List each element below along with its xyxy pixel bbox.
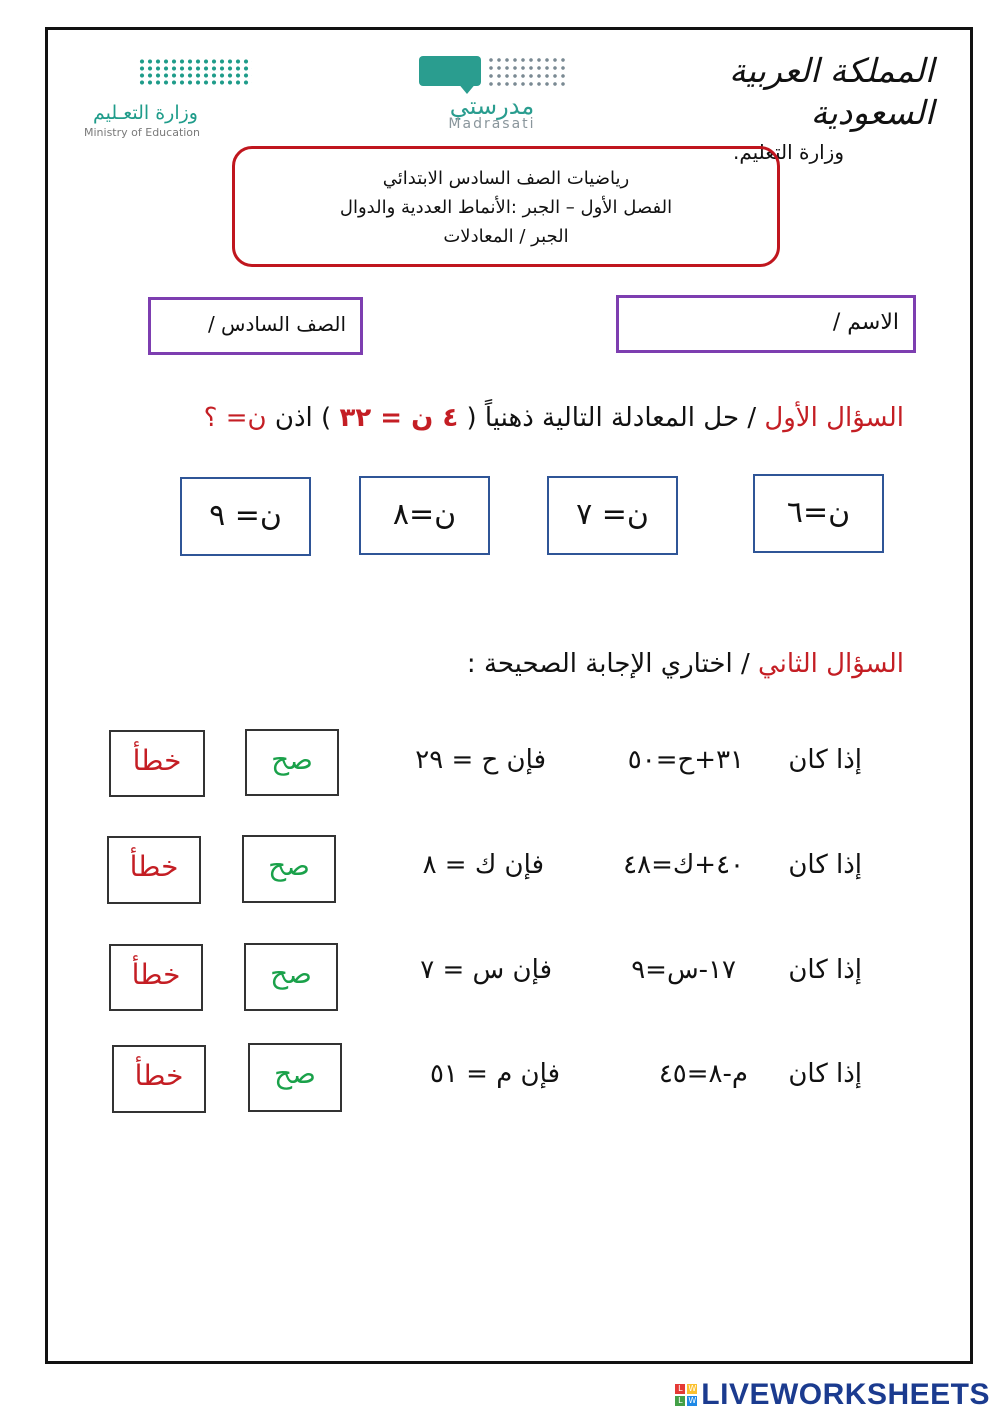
ministry-english: Ministry of Education [84, 126, 201, 139]
question-2-text: / اختاري الإجابة الصحيحة : [466, 649, 750, 679]
true-button[interactable]: صح [244, 943, 338, 1011]
true-button[interactable]: صح [248, 1043, 342, 1112]
false-button[interactable]: خطأ [112, 1045, 206, 1113]
liveworksheets-logo[interactable] [675, 1378, 990, 1412]
question-2-label: السؤال الثاني [758, 649, 904, 679]
kingdom-calligraphy: المملكة العربية السعودية [729, 51, 934, 132]
ministry-arabic: وزارة التعـليم [92, 102, 198, 124]
name-label: الاسم / [832, 310, 899, 335]
ministry-logo [84, 58, 254, 139]
question-1-text-after: ) اذن [274, 403, 332, 433]
question-1-text: / حل المعادلة التالية ذهنياً ( [466, 403, 757, 433]
statement-equation: م-٨=٤٥ [658, 1059, 748, 1089]
statement-claim: فإن ك = ٨ [422, 850, 544, 880]
title-line-1: رياضيات الصف السادس الابتدائي [382, 168, 630, 189]
statement-if: إذا كان [788, 850, 862, 880]
statement-claim: فإن س = ٧ [420, 955, 552, 985]
statement-equation: ٣١+ح=٥٠ [627, 745, 744, 775]
true-button[interactable]: صح [245, 729, 339, 796]
statement-equation: ١٧-س=٩ [631, 955, 736, 985]
ministry-dots-icon [138, 58, 252, 86]
liveworksheets-badge-icon: L W L W [675, 1384, 697, 1406]
grade-field[interactable] [148, 297, 363, 355]
statement-if: إذا كان [788, 1059, 862, 1089]
statement-equation: ٤٠+ك=٤٨ [623, 850, 744, 880]
title-line-3: الجبر / المعادلات [443, 226, 569, 247]
option-n-9[interactable]: ن= ٩ [180, 477, 311, 556]
name-field[interactable] [616, 295, 916, 353]
false-button[interactable]: خطأ [109, 730, 205, 797]
false-button[interactable]: خطأ [109, 944, 203, 1011]
worksheet-title-box [232, 146, 780, 267]
true-button[interactable]: صح [242, 835, 336, 903]
option-n-6[interactable]: ن=٦ [753, 474, 884, 553]
title-line-2: الفصل الأول – الجبر :الأنماط العددية والدوال [339, 197, 673, 218]
statement-claim: فإن ح = ٢٩ [415, 745, 546, 775]
statement-claim: فإن م = ٥١ [429, 1059, 560, 1089]
question-1-label: السؤال الأول [764, 403, 904, 433]
grade-label: الصف السادس / [207, 312, 346, 336]
false-button[interactable]: خطأ [107, 836, 201, 904]
question-1 [204, 403, 904, 433]
statement-if: إذا كان [788, 745, 862, 775]
question-2 [467, 649, 904, 679]
option-n-7[interactable]: ن= ٧ [547, 476, 678, 555]
madrasati-logo [412, 54, 572, 132]
madrasati-icon [417, 54, 567, 96]
question-1-equation: ٤ ن = ٣٢ [339, 403, 459, 433]
liveworksheets-brand: LIVEWORKSHEETS [701, 1378, 990, 1411]
statement-if: إذا كان [788, 955, 862, 985]
kingdom-ministry-text: وزارة التعليم. [732, 140, 844, 164]
option-n-8[interactable]: ن=٨ [359, 476, 490, 555]
madrasati-english: Madrasati [448, 116, 536, 132]
madrasati-arabic: مدرستي [449, 92, 535, 120]
question-1-unknown: ن= ؟ [203, 403, 267, 433]
